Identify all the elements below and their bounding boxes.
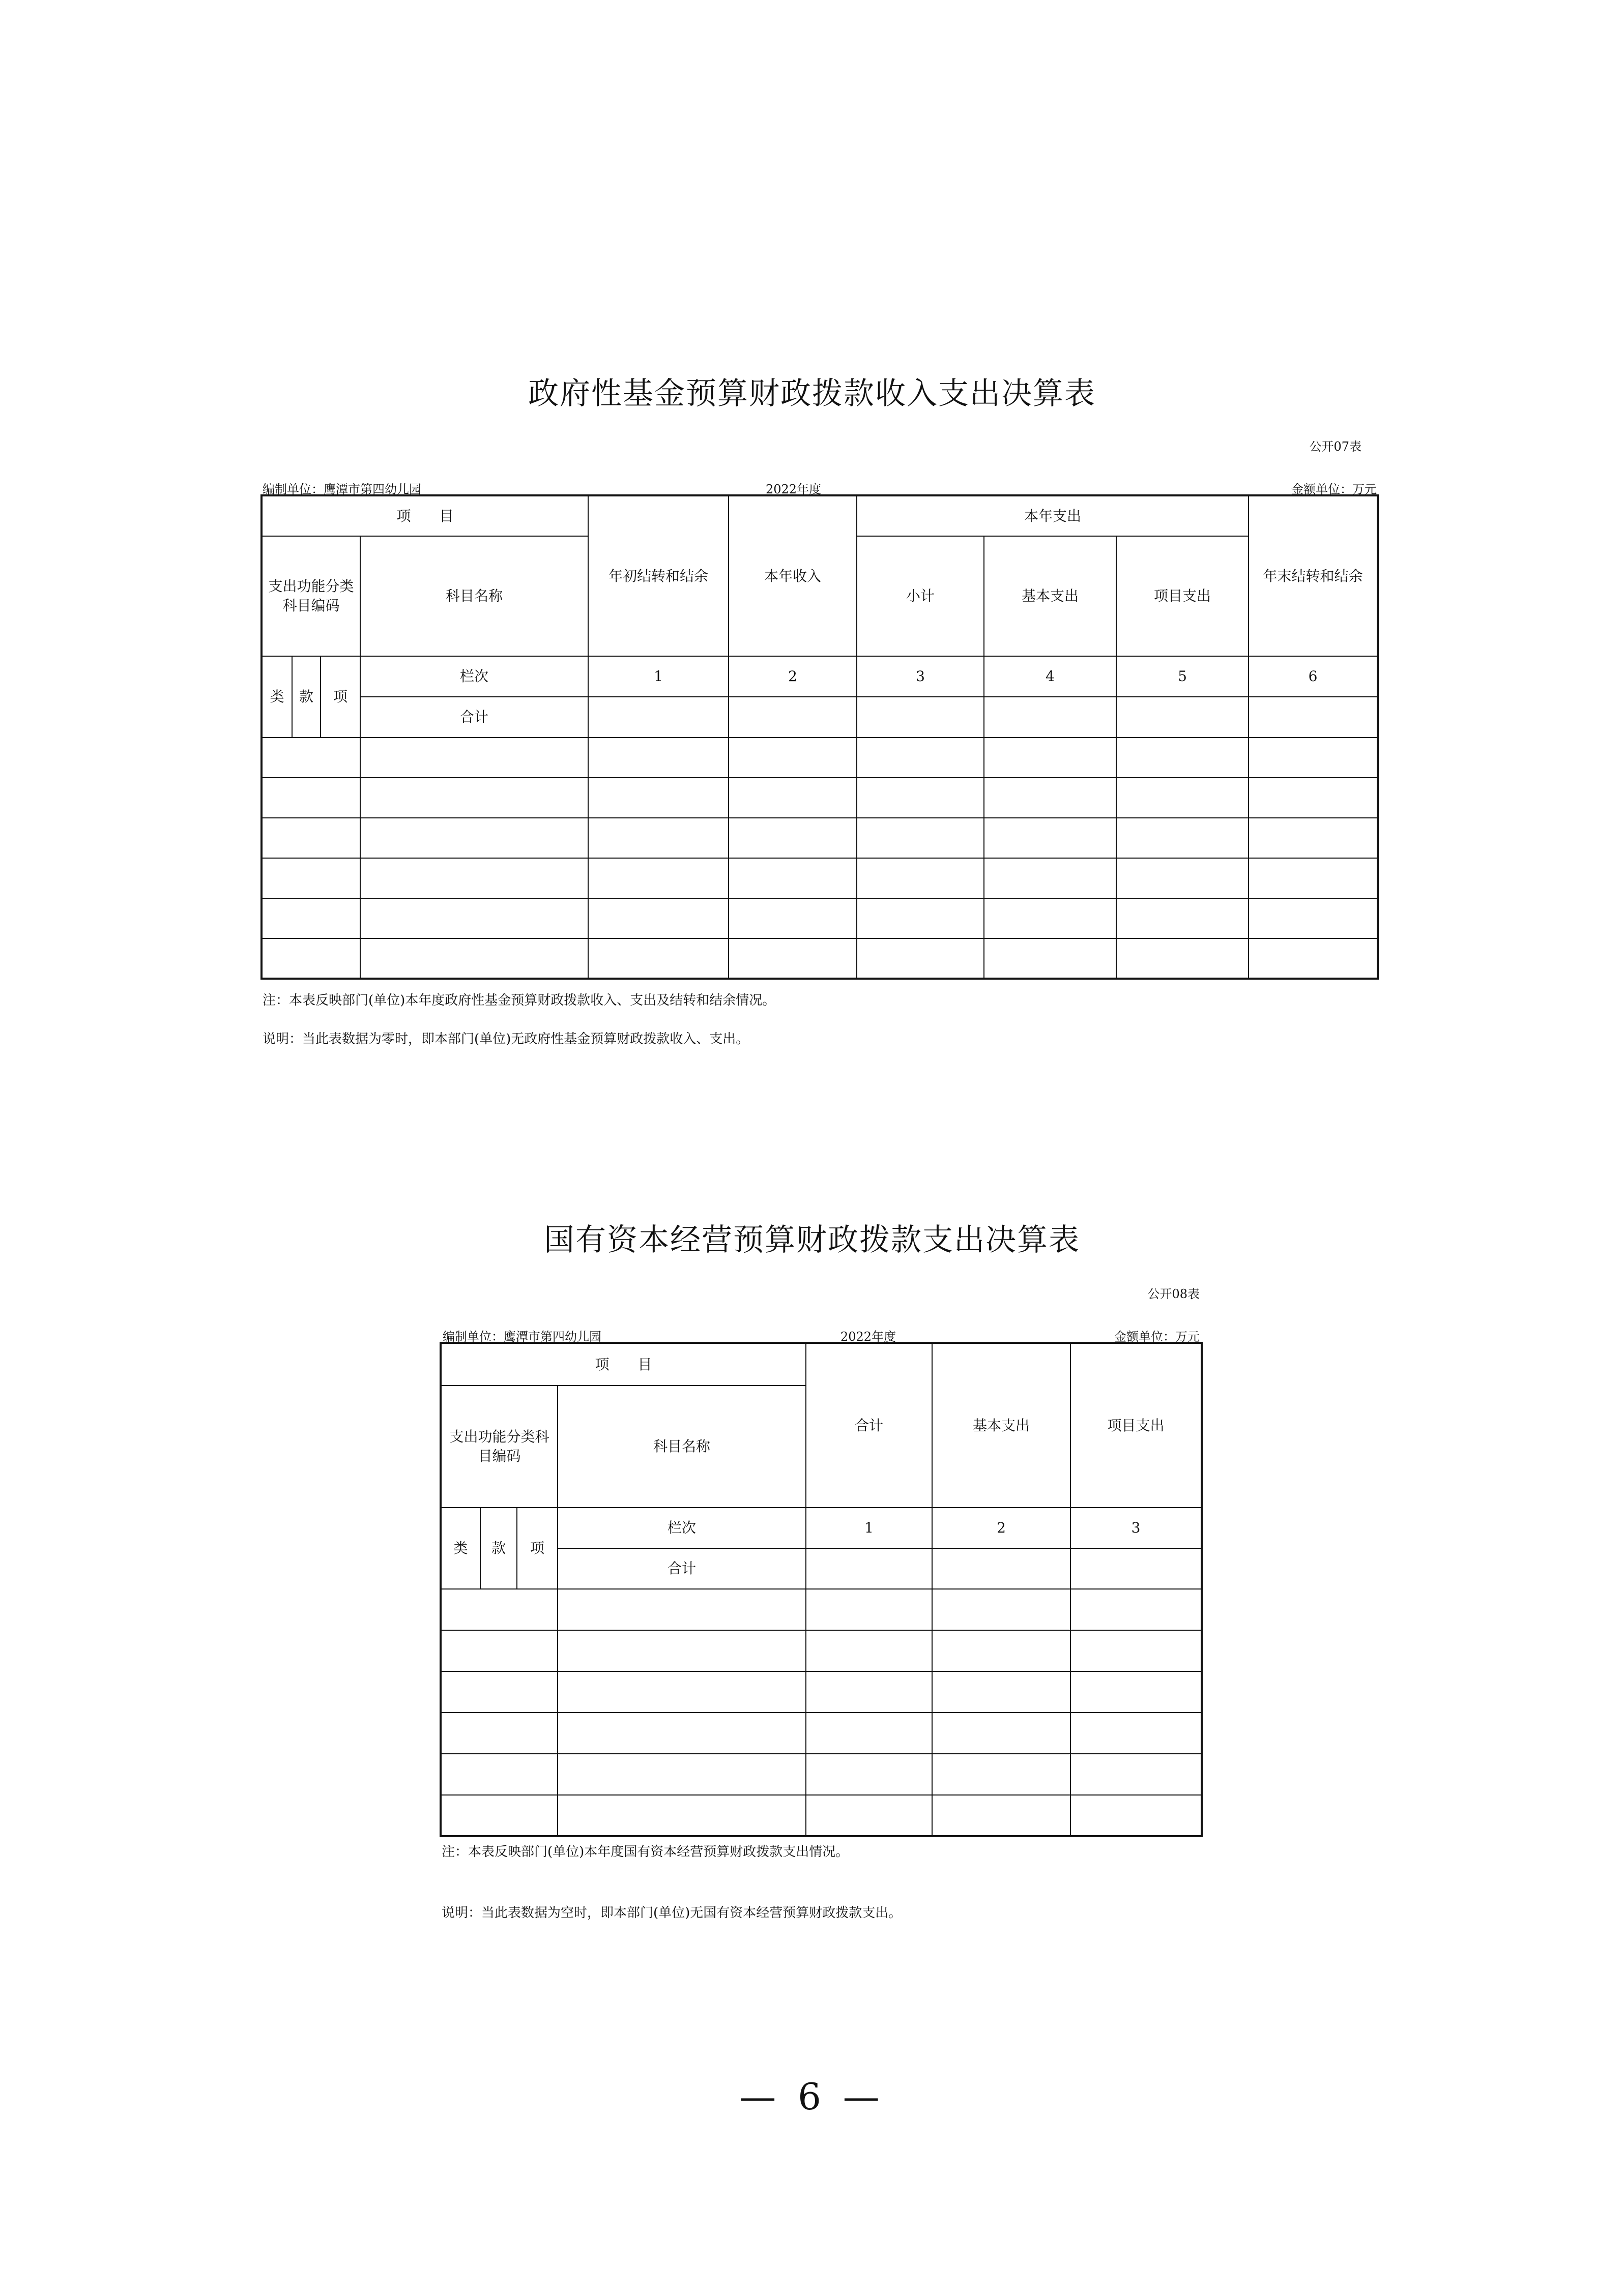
- table08-header-subject-name: 科目名称: [558, 1386, 806, 1508]
- table07-header-opening-balance: 年初结转和结余: [588, 495, 729, 656]
- table07-note: 注：本表反映部门(单位)本年度政府性基金预算财政拨款收入、支出及结转和结余情况。: [263, 993, 776, 1008]
- table07-total-row: [262, 697, 1378, 738]
- table07-header-lei: 类: [262, 656, 292, 738]
- table-row: [441, 1713, 1202, 1754]
- table08-col-number: 2: [932, 1508, 1070, 1548]
- table08: [440, 1342, 1203, 1837]
- table08-header-item: 项 目: [441, 1343, 806, 1386]
- table07-col-number: 2: [729, 656, 857, 697]
- table08-total-label: 合计: [558, 1548, 806, 1589]
- table07-header-subtotal: 小计: [857, 536, 984, 656]
- table07-col-number: 4: [984, 656, 1116, 697]
- table07-header-subject-name: 科目名称: [360, 536, 588, 656]
- table07-explain: 说明：当此表数据为零时，即本部门(单位)无政府性基金预算财政拨款收入、支出。: [263, 1032, 749, 1047]
- table-row: [262, 898, 1378, 938]
- table07-header-item: 项 目: [262, 495, 588, 536]
- table08-header-kuan: 款: [480, 1508, 517, 1589]
- table-row: [441, 1754, 1202, 1795]
- table-row: [441, 1671, 1202, 1713]
- table08-col-number: 1: [806, 1508, 932, 1548]
- table07-col-number: 5: [1116, 656, 1249, 697]
- table07: [260, 494, 1379, 980]
- table-row: [262, 858, 1378, 898]
- table08-lanci: 栏次: [558, 1508, 806, 1548]
- table08-header-func-code: 支出功能分类科目编码: [441, 1386, 558, 1508]
- table08-col-number: 3: [1070, 1508, 1202, 1548]
- table07-title: 政府性基金预算财政拨款收入支出决算表: [528, 376, 1096, 411]
- table07-header-kuan: 款: [292, 656, 321, 738]
- table07-col-number: 1: [588, 656, 729, 697]
- table07-header-func-code: 支出功能分类科目编码: [262, 536, 360, 656]
- table07-header-closing-balance: 年末结转和结余: [1249, 495, 1378, 656]
- table07-header-income: 本年收入: [729, 495, 857, 656]
- page-number: — 6 —: [739, 2075, 885, 2118]
- table07-header-project: 项目支出: [1116, 536, 1249, 656]
- table08-header-total: 合计: [806, 1343, 932, 1508]
- table08-header-project: 项目支出: [1070, 1343, 1202, 1508]
- table07-total-label: 合计: [360, 697, 588, 738]
- table07-code: 公开07表: [1309, 439, 1361, 454]
- table-row: [262, 778, 1378, 818]
- table-row: [262, 738, 1378, 778]
- table07-year: 2022年度: [766, 482, 822, 496]
- table07-col-number: 3: [857, 656, 984, 697]
- table08-explain: 说明：当此表数据为空时，即本部门(单位)无国有资本经营预算财政拨款支出。: [442, 1905, 902, 1921]
- table07-currency: 金额单位：万元: [1291, 482, 1377, 496]
- table08-note: 注：本表反映部门(单位)本年度国有资本经营预算财政拨款支出情况。: [442, 1844, 849, 1860]
- table07-col-number: 6: [1249, 656, 1378, 697]
- table08-header-xiang: 项: [517, 1508, 558, 1589]
- table08-title: 国有资本经营预算财政拨款支出决算表: [544, 1222, 1080, 1258]
- table-row: [441, 1795, 1202, 1836]
- table07-header-xiang: 项: [321, 656, 360, 738]
- table08-header-basic: 基本支出: [932, 1343, 1070, 1508]
- table-row: [441, 1630, 1202, 1671]
- table08-unit: 编制单位：鹰潭市第四幼儿园: [443, 1330, 601, 1344]
- table07-unit: 编制单位：鹰潭市第四幼儿园: [263, 482, 421, 496]
- table08-code: 公开08表: [1147, 1287, 1200, 1301]
- table07-header-basic: 基本支出: [984, 536, 1116, 656]
- table08-currency: 金额单位：万元: [1114, 1330, 1200, 1344]
- table-row: [441, 1589, 1202, 1630]
- table08-header-lei: 类: [441, 1508, 480, 1589]
- table07-lanci: 栏次: [360, 656, 588, 697]
- table08-year: 2022年度: [840, 1330, 896, 1344]
- table-row: [262, 938, 1378, 979]
- table-row: [262, 818, 1378, 858]
- table07-header-current-expense: 本年支出: [857, 495, 1249, 536]
